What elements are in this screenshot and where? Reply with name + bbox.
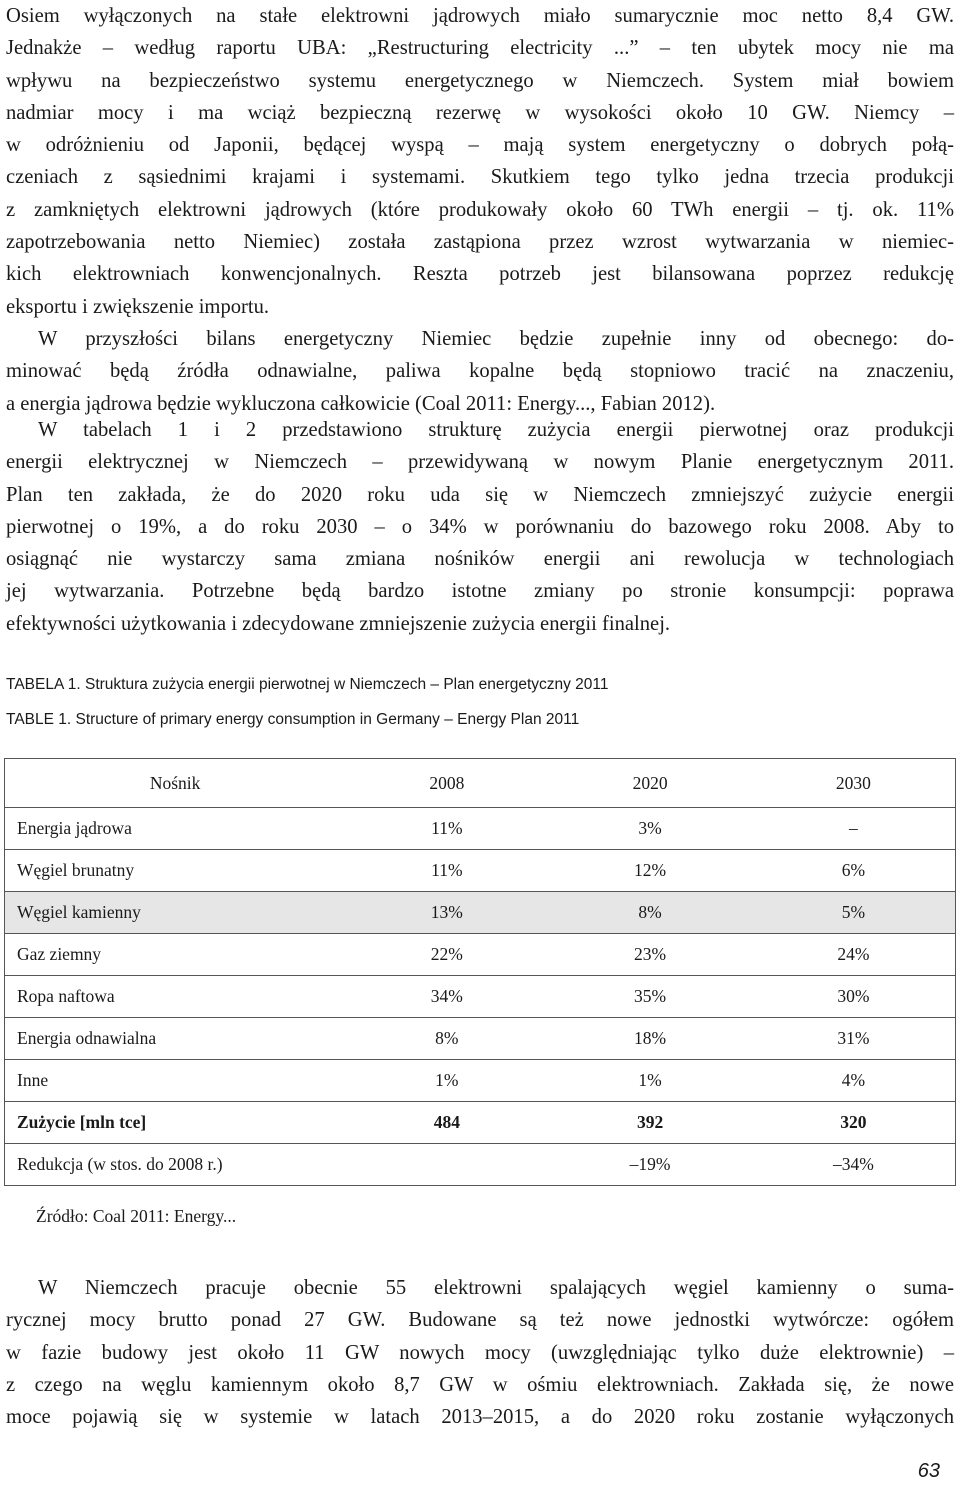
paragraph-3: [6, 414, 954, 640]
value-2030: 320: [752, 1102, 956, 1144]
table-caption-pl: TABELA 1. Struktura zużycia energii pierwotnej w Niemczech – Plan energetyczny 2011: [6, 676, 609, 693]
row-label: Węgiel kamienny: [5, 892, 346, 934]
row-label: Gaz ziemny: [5, 934, 346, 976]
row-label: Energia jądrowa: [5, 808, 346, 850]
value-2020: 12%: [548, 850, 751, 892]
text-line: Plan ten zakłada, że do 2020 roku uda się w Niemczech zmniejszyć zużycie energii: [6, 483, 954, 506]
value-2020: –19%: [548, 1144, 751, 1186]
energy-structure-table: [4, 758, 956, 1186]
page-number: 63: [917, 1460, 940, 1482]
value-2008: 11%: [345, 850, 548, 892]
table-source: Źródło: Coal 2011: Energy...: [36, 1206, 237, 1226]
table-row: [5, 1144, 956, 1186]
text-line: moce pojawią się w systemie w latach 2013–2015, a do 2020 roku zostanie wyłączonych: [6, 1406, 954, 1429]
value-2030: 24%: [752, 934, 956, 976]
header-carrier: Nośnik: [5, 759, 346, 808]
table-row: [5, 1060, 956, 1102]
row-label: Redukcja (w stos. do 2008 r.): [5, 1144, 346, 1186]
text-line: rycznej mocy brutto ponad 27 GW. Budowane są też nowe jednostki wytwórcze: ogółem: [6, 1309, 954, 1332]
table-row: [5, 892, 956, 934]
text-line: a energia jądrowa będzie wykluczona całkowicie (Coal 2011: Energy..., Fabian 2012).: [6, 392, 716, 415]
text-line: jej wytwarzania. Potrzebne będą bardzo istotne zmiany po stronie konsumpcji: poprawa: [6, 580, 954, 603]
header-2008: 2008: [345, 759, 548, 808]
text-line: Jednakże – według raportu UBA: „Restructuring electricity ...” – ten ubytek mocy nie ma: [6, 37, 954, 60]
text-line: z zamkniętych elektrowni jądrowych (które produkowały około 60 TWh energii – tj. ok. 11%: [6, 198, 954, 221]
value-2020: 8%: [548, 892, 751, 934]
row-label: Zużycie [mln tce]: [5, 1102, 346, 1144]
table-row: [5, 1018, 956, 1060]
text-line: wpływu na bezpieczeństwo systemu energetycznego w Niemczech. System miał bowiem: [6, 69, 954, 92]
value-2020: 23%: [548, 934, 751, 976]
value-2008: 13%: [345, 892, 548, 934]
text-line: energii elektrycznej w Niemczech – przewidywaną w nowym Planie energetycznym 2011.: [6, 451, 954, 474]
value-2020: 35%: [548, 976, 751, 1018]
value-2008: [345, 1144, 548, 1186]
value-2008: 1%: [345, 1060, 548, 1102]
value-2020: 392: [548, 1102, 751, 1144]
header-2030: 2030: [752, 759, 956, 808]
table-row: [5, 1102, 956, 1144]
text-line: eksportu i zwiększenie importu.: [6, 295, 270, 318]
value-2020: 1%: [548, 1060, 751, 1102]
text-line: efektywności użytkowania i zdecydowane zmniejszenie zużycia energii finalnej.: [6, 612, 671, 635]
value-2030: 6%: [752, 850, 956, 892]
paragraph-4: [6, 1272, 954, 1433]
row-label: Ropa naftowa: [5, 976, 346, 1018]
table-caption-en: TABLE 1. Structure of primary energy consumption in Germany – Energy Plan 2011: [6, 711, 580, 728]
table-row: [5, 976, 956, 1018]
text-line: W Niemczech pracuje obecnie 55 elektrowni spalających węgiel kamienny o suma-: [38, 1277, 954, 1299]
row-label: Węgiel brunatny: [5, 850, 346, 892]
paragraph-1: [6, 0, 954, 323]
value-2008: 22%: [345, 934, 548, 976]
value-2030: 5%: [752, 892, 956, 934]
text-line: W tabelach 1 i 2 przedstawiono strukturę zużycia energii pierwotnej oraz produkcji: [38, 419, 954, 441]
text-line: pierwotnej o 19%, a do roku 2030 – o 34% w porównaniu do bazowego roku 2008. Aby to: [6, 515, 954, 538]
value-2020: 18%: [548, 1018, 751, 1060]
header-2020: 2020: [548, 759, 751, 808]
table-row: [5, 850, 956, 892]
row-label: Energia odnawialna: [5, 1018, 346, 1060]
text-line: z czego na węglu kamiennym około 8,7 GW w ośmiu elektrowniach. Zakłada się, że nowe: [6, 1373, 954, 1396]
value-2030: 4%: [752, 1060, 956, 1102]
row-label: Inne: [5, 1060, 346, 1102]
paragraph-2: [6, 323, 954, 420]
table-row: [5, 934, 956, 976]
value-2030: –34%: [752, 1144, 956, 1186]
value-2008: 11%: [345, 808, 548, 850]
table-header-row: [5, 759, 956, 808]
text-line: W przyszłości bilans energetyczny Niemiec będzie zupełnie inny od obecnego: do-: [38, 328, 954, 350]
text-line: w odróżnieniu od Japonii, będącej wyspą – mają system energetyczny o dobrych połą-: [6, 134, 954, 157]
text-line: czeniach z sąsiednimi krajami i systemami. Skutkiem tego tylko jedna trzecia produkcji: [6, 166, 954, 189]
text-line: nadmiar mocy i ma wciąż bezpieczną rezerwę w wysokości około 10 GW. Niemcy –: [6, 101, 954, 124]
text-line: zapotrzebowania netto Niemiec) została zastąpiona przez wzrost wytwarzania w niemiec-: [6, 231, 954, 254]
value-2030: 30%: [752, 976, 956, 1018]
text-line: w fazie budowy jest około 11 GW nowych mocy (uwzględniając tylko duże elektrownie) –: [6, 1341, 954, 1364]
value-2008: 34%: [345, 976, 548, 1018]
value-2030: –: [752, 808, 956, 850]
value-2020: 3%: [548, 808, 751, 850]
text-line: osiągnąć nie wystarczy sama zmiana nośników energii ani rewolucja w technologiach: [6, 548, 954, 571]
text-line: kich elektrowniach konwencjonalnych. Reszta potrzeb jest bilansowana poprzez redukcję: [6, 263, 954, 286]
value-2030: 31%: [752, 1018, 956, 1060]
text-line: minować będą źródła odnawialne, paliwa kopalne będą stopniowo tracić na znaczeniu,: [6, 360, 954, 383]
value-2008: 484: [345, 1102, 548, 1144]
table-row: [5, 808, 956, 850]
value-2008: 8%: [345, 1018, 548, 1060]
text-line: Osiem wyłączonych na stałe elektrowni jądrowych miało sumarycznie moc netto 8,4 GW.: [6, 5, 954, 27]
